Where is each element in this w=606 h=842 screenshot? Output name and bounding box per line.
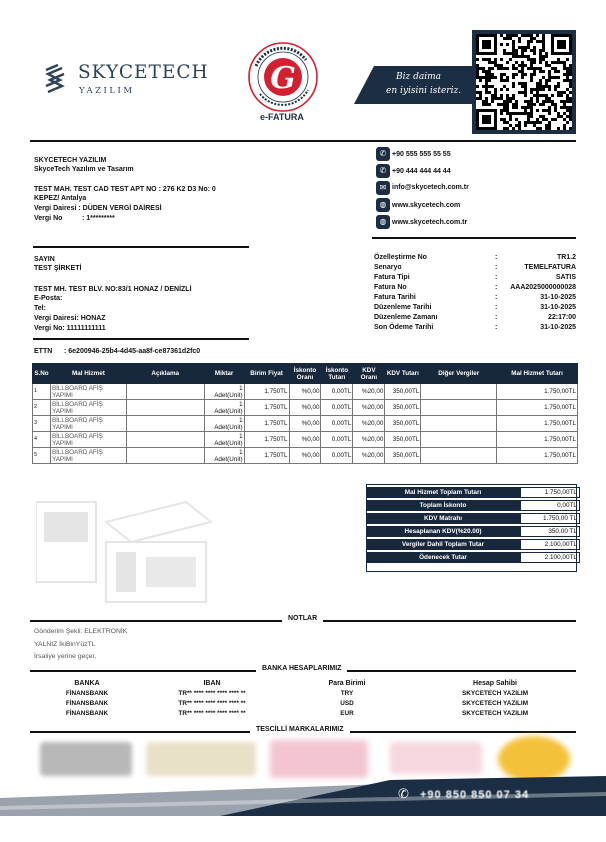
brand-logo-4 [390, 742, 482, 774]
cell-no: 1 [33, 384, 51, 400]
info-label: Düzenleme Zamanı [374, 314, 438, 321]
customer-address: TEST MH. TEST BLV. NO:83/1 HONAZ / DENİZLİ [34, 286, 192, 293]
info-label: Senaryo [374, 264, 402, 271]
globe-icon: ◍ [376, 215, 390, 229]
cell-total: 1.750,00TL [497, 416, 578, 432]
email-icon: ✉ [376, 181, 390, 195]
cell-kdv-rate: %20,00 [353, 416, 385, 432]
cell-other [421, 416, 497, 432]
bank-header: IBAN [203, 680, 221, 687]
cell-other [421, 400, 497, 416]
cell-kdv-rate: %20,00 [353, 432, 385, 448]
customer-tax-no: Vergi No: 11111111111 [34, 325, 106, 332]
slogan-banner [348, 66, 476, 104]
cell-item: BİLLBOARD AFİŞ YAPIMI [50, 400, 126, 416]
items-table [32, 363, 578, 464]
cell-other [421, 432, 497, 448]
company-tax-no-label: Vergi No [34, 215, 63, 222]
company-divider [33, 246, 249, 248]
notes-title: NOTLAR [282, 615, 323, 622]
cell-desc [126, 416, 204, 432]
cell-desc [126, 400, 204, 416]
table-row [33, 416, 578, 432]
bank-row: FİNANSBANK TR** **** **** **** **** ** TRY SKYCETECH YAZILIM [65, 690, 529, 697]
col-header: Mal Hizmet Tutarı [497, 364, 578, 384]
bank-table [32, 679, 578, 719]
logo-name: SKYCETECH [78, 62, 209, 83]
table-row [33, 448, 578, 464]
cell-no: 4 [33, 432, 51, 448]
info-label: Son Ödeme Tarihi [374, 324, 434, 331]
bank-header: BANKA [74, 680, 100, 687]
cell-kdv-rate: %20,00 [353, 384, 385, 400]
logo-s-icon [40, 62, 68, 100]
cell-no: 3 [33, 416, 51, 432]
logo-sub: YAZILIM [79, 86, 135, 96]
info-value: 31-10-2025 [540, 324, 576, 331]
col-header: S.No [33, 364, 51, 384]
cell-desc [126, 448, 204, 464]
cell-qty: 1 Adet(Unit) [204, 448, 244, 464]
table-row [33, 400, 578, 416]
cell-kdv-rate: %20,00 [353, 448, 385, 464]
cell-disc-rate: %0,00 [289, 416, 321, 432]
col-header: Mal Hizmet [50, 364, 126, 384]
brand-logo-3 [270, 740, 368, 778]
cell-disc-amt: 0,00TL [321, 384, 353, 400]
cell-disc-amt: 0,00TL [321, 416, 353, 432]
company-tax-office: Vergi Dairesi : DÜDEN VERGİ DAİRESİ [34, 205, 162, 212]
col-header: Açıklama [126, 364, 204, 384]
company-name: SKYCETECH YAZILIM [34, 157, 107, 164]
total-row: Hesaplanan KDV(%20.00) 350,00 TL [366, 526, 580, 537]
contact-divider [372, 237, 576, 239]
customer-email: E-Posta: [34, 295, 63, 302]
info-value: SATIS [555, 274, 576, 281]
cell-price: 1.750TL [244, 416, 289, 432]
cell-price: 1.750TL [244, 384, 289, 400]
info-label: Fatura Tarihi [374, 294, 416, 301]
contact-website-1[interactable]: www.skycetech.com [392, 202, 461, 209]
cell-disc-rate: %0,00 [289, 432, 321, 448]
col-header: Miktar [204, 364, 244, 384]
contact-email[interactable]: info@skycetech.com.tr [392, 184, 469, 191]
ettn-label: ETTN [34, 348, 53, 355]
phone-icon: ✆ [376, 164, 390, 178]
cell-qty: 1 Adet(Unit) [204, 432, 244, 448]
cell-total: 1.750,00TL [497, 448, 578, 464]
total-row: KDV Matrahı 1.750,00 TL [366, 513, 580, 524]
bank-row: FİNANSBANK TR** **** **** **** **** ** USD SKYCETECH YAZILIM [65, 700, 529, 707]
svg-text:G: G [270, 61, 296, 96]
slogan-line1: Biz daima [396, 72, 441, 82]
cell-total: 1.750,00TL [497, 400, 578, 416]
table-row [33, 384, 578, 400]
info-label: Özelleştirme No [374, 254, 427, 261]
cell-price: 1.750TL [244, 400, 289, 416]
info-label: Fatura Tipi [374, 274, 410, 281]
cell-desc [126, 384, 204, 400]
customer-tax-office: Vergi Dairesi: HONAZ [34, 315, 106, 322]
cell-item: BİLLBOARD AFİŞ YAPIMI [50, 416, 126, 432]
cell-desc [126, 432, 204, 448]
col-header: Diğer Vergiler [421, 364, 497, 384]
company-tax-no-value: : 1********* [82, 215, 115, 222]
total-row: Ödenecek Tutar 2.100,00TL [366, 552, 580, 563]
total-row: Vergiler Dahil Toplam Tutar 2.100,00TL [366, 539, 580, 550]
watermark-illustration [36, 492, 216, 610]
info-value: 22:17:00 [547, 314, 576, 321]
cell-disc-amt: 0,00TL [321, 400, 353, 416]
col-header: KDV Tutarı [385, 364, 421, 384]
cell-qty: 1 Adet(Unit) [204, 384, 244, 400]
cell-kdv-rate: %20,00 [353, 400, 385, 416]
cell-disc-rate: %0,00 [289, 384, 321, 400]
qr-code [472, 30, 576, 134]
cell-disc-rate: %0,00 [289, 448, 321, 464]
cell-disc-amt: 0,00TL [321, 448, 353, 464]
totals-frame [366, 484, 577, 572]
cell-disc-rate: %0,00 [289, 400, 321, 416]
ettn-value: : 6e200946-25b4-4d45-aa8f-ce87361d2fc0 [64, 348, 201, 355]
contact-phone-1: +90 555 555 55 55 [392, 151, 451, 158]
phone-icon: ✆ [398, 786, 409, 801]
info-value: TR1.2 [556, 254, 576, 261]
contact-website-2[interactable]: www.skycetech.com.tr [392, 219, 468, 226]
cell-total: 1.750,00TL [497, 432, 578, 448]
col-header: Birim Fiyat [244, 364, 289, 384]
cell-kdv-amt: 350,00TL [385, 432, 421, 448]
cell-qty: 1 Adet(Unit) [204, 400, 244, 416]
info-value: AAA2025000000028 [510, 284, 576, 291]
notes-line: Gönderim Şekli: ELEKTRONİK [34, 628, 128, 635]
col-header: İskonto Oranı [289, 364, 321, 384]
total-row: Mal Hizmet Toplam Tutarı 1.750,00TL [366, 487, 580, 498]
cell-other [421, 384, 497, 400]
bank-title: BANKA HESAPLARIMIZ [256, 665, 347, 672]
brands-title: TESCİLLİ MARKALARIMIZ [250, 726, 350, 733]
bank-header: Para Birimi [328, 680, 366, 687]
info-value: 31-10-2025 [540, 294, 576, 301]
cell-kdv-amt: 350,00TL [385, 400, 421, 416]
total-row: Toplam İskonto 0,00TL [366, 500, 580, 511]
company-address: TEST MAH. TEST CAD TEST APT NO : 276 K2 D3 No: 0 [34, 186, 216, 193]
cell-item: BİLLBOARD AFİŞ YAPIMI [50, 384, 126, 400]
cell-price: 1.750TL [244, 432, 289, 448]
bank-row: FİNANSBANK TR** **** **** **** **** ** EUR SKYCETECH YAZILIM [65, 710, 529, 717]
header-divider [30, 140, 576, 142]
notes-line: YALNIZ İkiBinYüzTL [34, 641, 96, 648]
info-label: Fatura No [374, 284, 407, 291]
phone-icon: ✆ [376, 147, 390, 161]
info-value: 31-10-2025 [540, 304, 576, 311]
gib-seal-icon [246, 40, 320, 114]
brand-logo-2 [146, 742, 256, 776]
contact-phone-2: +90 444 444 44 44 [392, 168, 451, 175]
customer-name: TEST ŞİRKETİ [34, 265, 82, 272]
company-logo [40, 60, 215, 106]
bank-header: Hesap Sahibi [473, 680, 517, 687]
cell-kdv-amt: 350,00TL [385, 416, 421, 432]
info-label: Düzenleme Tarihi [374, 304, 432, 311]
table-row [33, 432, 578, 448]
cell-kdv-amt: 350,00TL [385, 384, 421, 400]
qr-code-icon [476, 34, 572, 130]
company-subtitle: SkyceTech Yazılım ve Tasarım [34, 166, 134, 173]
notes-line: İrsaliye yerine geçer. [34, 653, 97, 660]
cell-total: 1.750,00TL [497, 384, 578, 400]
cell-no: 5 [33, 448, 51, 464]
customer-divider [33, 338, 249, 340]
col-header: İskonto Tutarı [321, 364, 353, 384]
globe-icon: ◍ [376, 198, 390, 212]
info-value: TEMELFATURA [524, 264, 576, 271]
cell-kdv-amt: 350,00TL [385, 448, 421, 464]
cell-qty: 1 Adet(Unit) [204, 416, 244, 432]
cell-item: BİLLBOARD AFİŞ YAPIMI [50, 432, 126, 448]
customer-sayin: SAYIN [34, 256, 55, 263]
company-city: KEPEZ/ Antalya [34, 195, 87, 202]
cell-no: 2 [33, 400, 51, 416]
brand-logo-1 [40, 742, 132, 776]
cell-other [421, 448, 497, 464]
footer-phone[interactable]: +90 850 850 07 34 [420, 789, 530, 801]
cell-disc-amt: 0,00TL [321, 432, 353, 448]
slogan-line2: en iyisini isteriz. [386, 86, 462, 96]
cell-price: 1.750TL [244, 448, 289, 464]
efatura-label: e-FATURA [260, 112, 304, 122]
cell-item: BİLLBOARD AFİŞ YAPIMI [50, 448, 126, 464]
customer-tel: Tel: [34, 305, 46, 312]
col-header: KDV Oranı [353, 364, 385, 384]
